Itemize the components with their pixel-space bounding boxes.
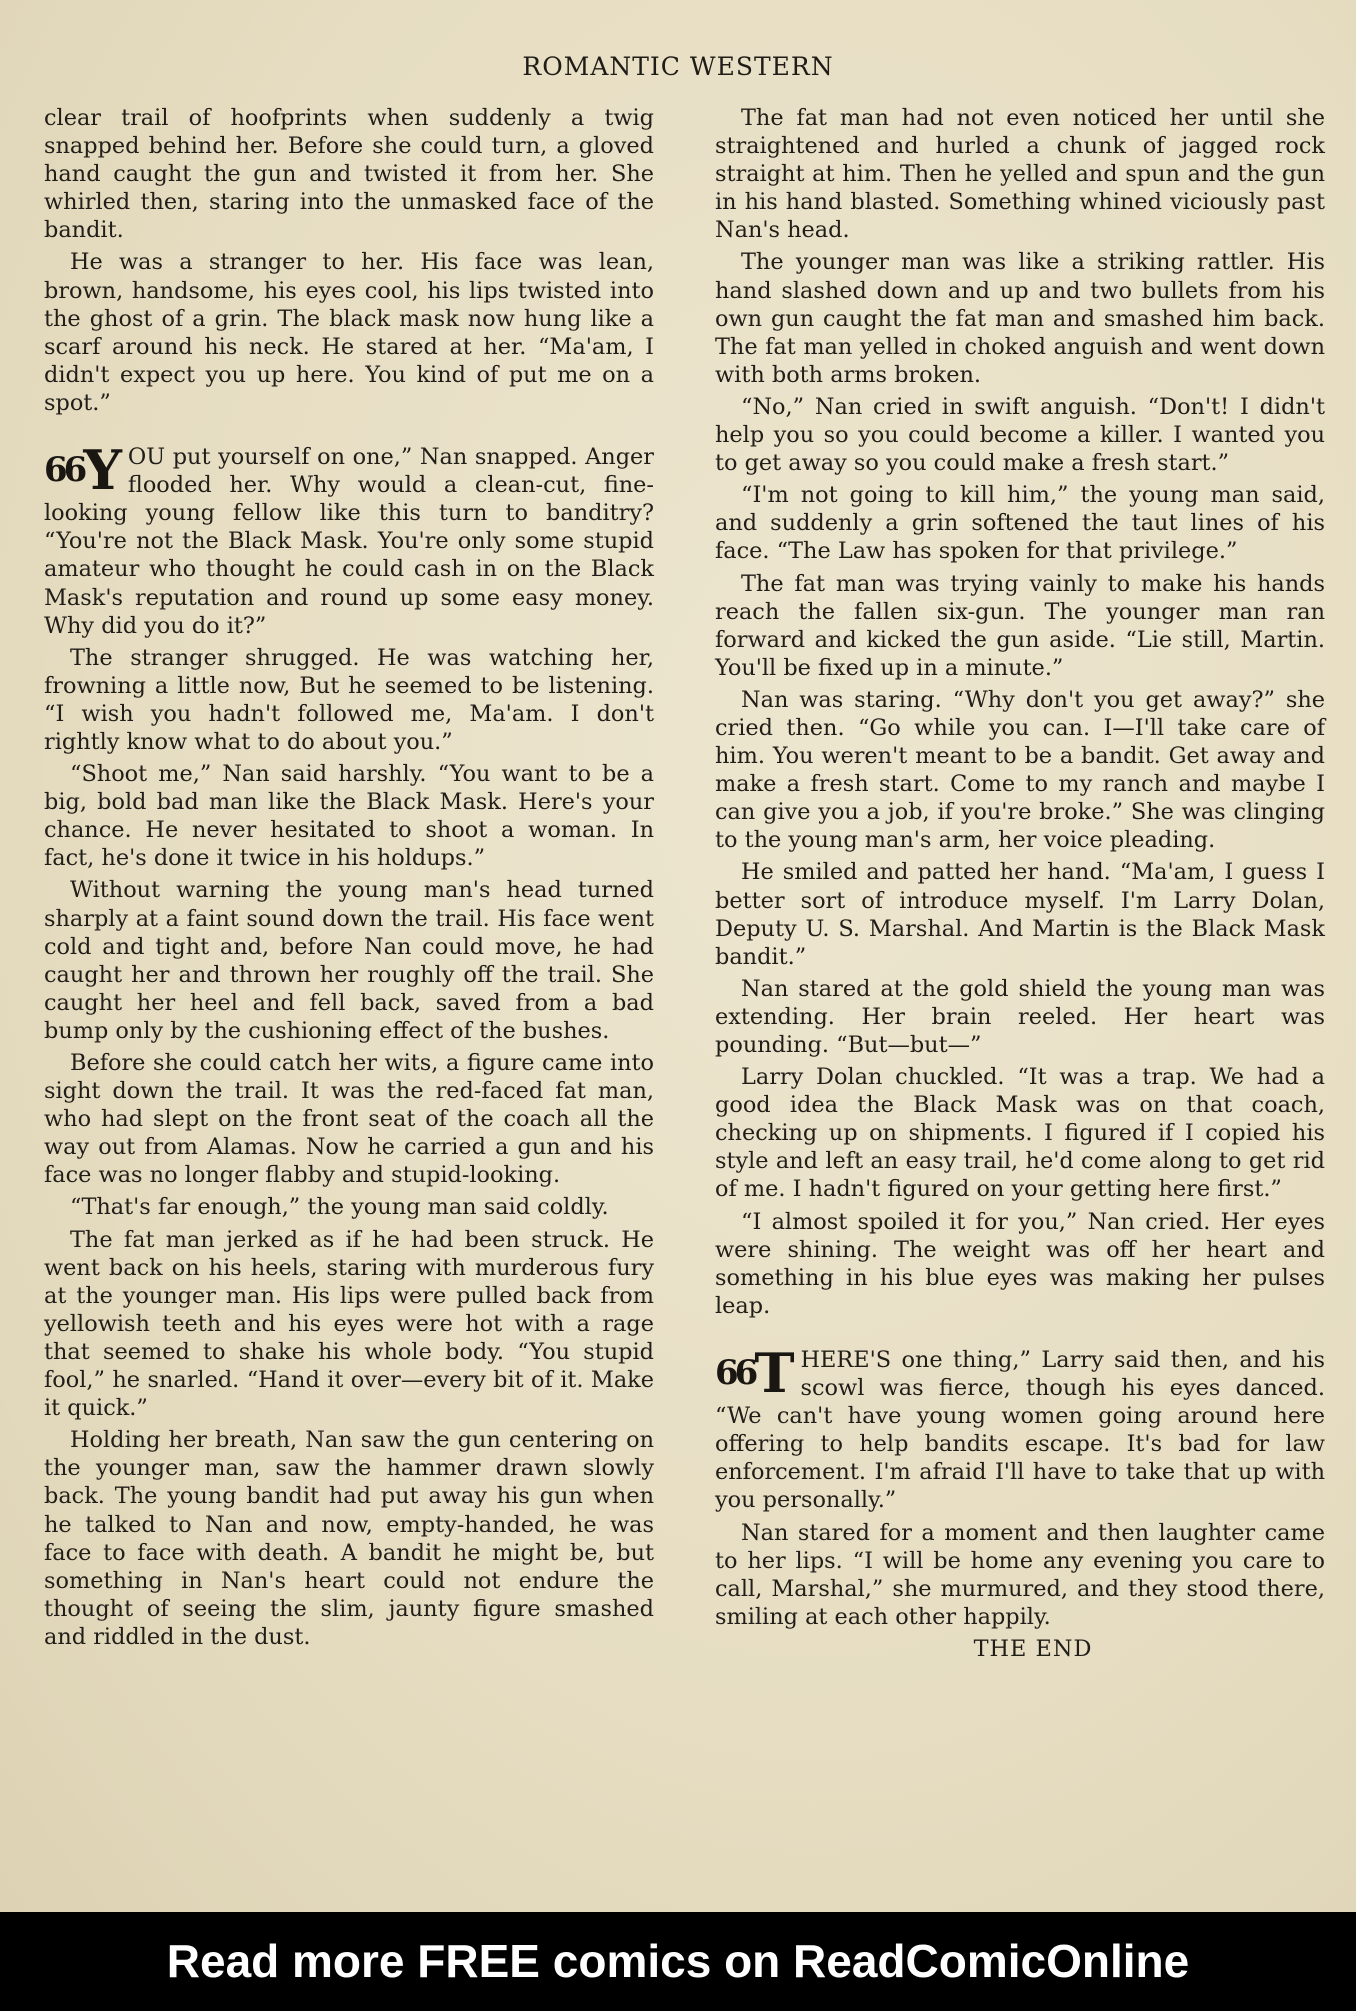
dropcap-char: T <box>754 1340 795 1405</box>
paragraph: “That's far enough,” the young man said coldly. <box>70 1194 609 1221</box>
paragraph: Without warning the young man's head turned sharply at a faint sound down the trail. His face went cold and tight and, before Nan could move, he had caught her and thrown her roughly off the trail. She caught her heel and fell back, saved from a bad bump only by the cushioning effect of the bushes. <box>44 877 654 1044</box>
paragraph: The stranger shrugged. He was watching her, frowning a little now, But he seemed to be listening. “I wish you hadn't followed me, Ma'am. I don't rightly know what to do about you.” <box>44 644 654 755</box>
paragraph: “I almost spoiled it for you,” Nan cried. Her eyes were shining. The weight was off her heart and something in his blue eyes was making her pulses leap. <box>715 1208 1325 1319</box>
dropcap-letter <box>44 438 122 503</box>
paragraph: The fat man had not even noticed her until she straightened and hurled a chunk of jagged rock straight at him. Then he yelled and spun and the gun in his hand blasted. Something whined viciously past Nan's head. <box>715 105 1325 244</box>
right-column <box>715 104 1325 1667</box>
paragraph: “I'm not going to kill him,” the young man said, and suddenly a grin softened the taut lines of his face. “The Law has spoken for that privilege.” <box>715 482 1325 565</box>
dropcap-letter <box>715 1340 795 1405</box>
the-end: THE END <box>973 1635 1093 1662</box>
paragraph: He smiled and patted her hand. “Ma'am, I guess I better sort of introduce myself. I'm Larry Dolan, Deputy U. S. Marshal. And Martin is the Black Mask bandit.” <box>715 859 1325 970</box>
paragraph: The younger man was like a striking rattler. His hand slashed down and up and two bullets from his own gun caught the fat man and smashed him back. The fat man yelled in choked anguish and went down with both arms broken. <box>715 249 1325 388</box>
paragraph: Nan was staring. “Why don't you get away?” she cried then. “Go while you can. I—I'll take care of him. You weren't meant to be a bandit. Get away and make a fresh start. Come to my ranch and maybe I can give you a job, if you're broke.” She was clinging to the young man's arm, her voice pleading. <box>715 686 1325 854</box>
dropcap-char: Y <box>83 438 122 503</box>
paragraph-text: OU put yourself on one,” Nan snapped. Anger flooded her. Why would a clean-cut, fine-looking young fellow like this turn to banditry? “You're not the Black Mask. You're only some stupid amateur who thought he could cash in on the Black Mask's reputation and round up some easy money. Why did you do it?” <box>44 444 654 639</box>
paragraph: Larry Dolan chuckled. “It was a trap. We had a good idea the Black Mask was on that coach, checking up on shipments. I figured if I copied his style and left an easy trail, he'd come along to get rid of me. I hadn't figured on your getting here first.” <box>715 1064 1325 1203</box>
paragraph: “No,” Nan cried in swift anguish. “Don't! I didn't help you so you could become a killer. I wanted you to get away so you could make a fresh start.” <box>715 393 1325 477</box>
running-header: ROMANTIC WESTERN <box>522 52 834 81</box>
paragraph: The fat man was trying vainly to make his hands reach the fallen six-gun. The younger man ran forward and kicked the gun aside. “Lie still, Martin. You'll be fixed up in a minute.” <box>715 570 1325 681</box>
quote-mark: 66 <box>44 450 84 491</box>
paragraph: clear trail of hoofprints when suddenly a twig snapped behind her. Before she could turn, a gloved hand caught the gun and twisted it from her. She whirled then, staring into the unmasked face of the bandit. <box>44 105 654 244</box>
promo-banner[interactable]: Read more FREE comics on ReadComicOnline <box>0 1912 1356 2011</box>
paragraph: The fat man jerked as if he had been struck. He went back on his heels, staring with murderous fury at the younger man. His lips were pulled back from yellowish teeth and his eyes were hot with a rage that seemed to shake his whole body. “You stupid fool,” he snarled. “Hand it over—every bit of it. Make it quick.” <box>44 1226 654 1422</box>
dropcap-paragraph <box>44 438 654 640</box>
left-column <box>44 104 654 1655</box>
paragraph: Nan stared at the gold shield the young man was extending. Her brain reeled. Her heart was pounding. “But—but—” <box>715 975 1325 1058</box>
paragraph: Holding her breath, Nan saw the gun centering on the younger man, saw the hammer drawn slowly back. The young bandit had put away his gun when he talked to Nan and now, empty-handed, he was face to face with death. A bandit he might be, but something in Nan's heart could not endure the thought of seeing the slim, jaunty figure smashed and riddled in the dust. <box>44 1427 654 1650</box>
dropcap-paragraph <box>715 1340 1325 1515</box>
quote-mark: 66 <box>715 1352 755 1393</box>
paragraph: He was a stranger to her. His face was lean, brown, handsome, his eyes cool, his lips twisted into the ghost of a grin. The black mask now hung like a scarf around his neck. He stared at her. “Ma'am, I didn't expect you up here. You kind of put me on a spot.” <box>44 249 654 416</box>
paragraph: Before she could catch her wits, a figure came into sight down the trail. It was the red-faced fat man, who had slept on the front seat of the coach all the way out from Alamas. Now he carried a gun and his face was no longer flabby and stupid-looking. <box>44 1050 654 1189</box>
paragraph: “Shoot me,” Nan said harshly. “You want to be a big, bold bad man like the Black Mask. Here's your chance. He never hesitated to shoot a woman. In fact, he's done it twice in his holdups.” <box>44 761 654 872</box>
paragraph: Nan stared for a moment and then laughter came to her lips. “I will be home any evening you care to call, Marshal,” she murmured, and they stood there, smiling at each other happily. <box>715 1519 1325 1630</box>
paragraph-text: HERE'S one thing,” Larry said then, and his scowl was fierce, though his eyes danced. “We can't have young women going around here offering to help bandits escape. It's bad for law enforcement. I'm afraid I'll have to take that up with you personally.” <box>715 1346 1325 1514</box>
